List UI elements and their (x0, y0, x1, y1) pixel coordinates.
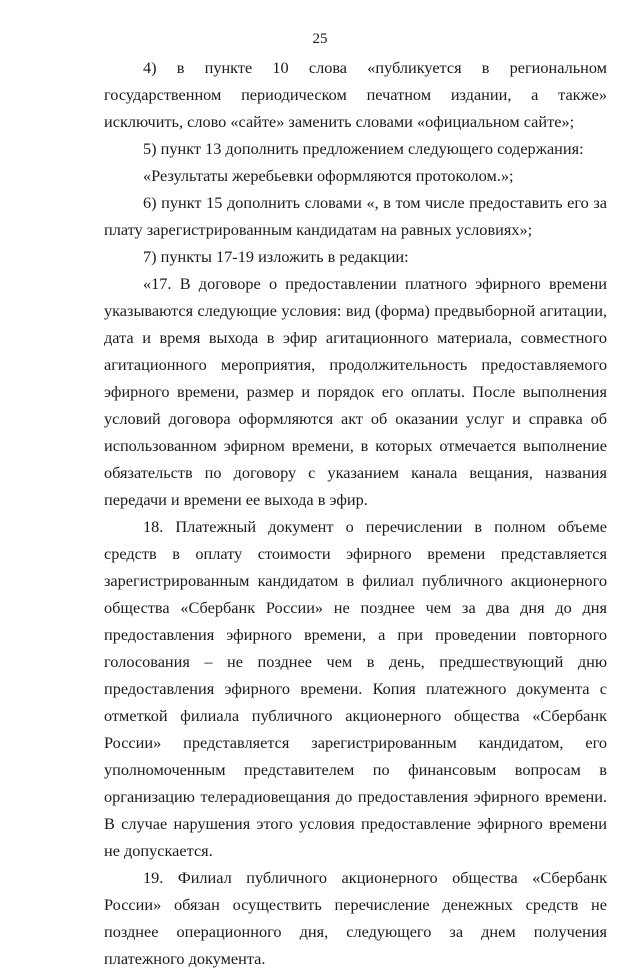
paragraph-item-7: 7) пункты 17-19 изложить в редакции: (143, 247, 409, 266)
paragraph-item-5: 5) пункт 13 дополнить предложением следующего содержания: (143, 139, 584, 158)
page-number: 25 (312, 31, 328, 47)
paragraph-quote-results: «Результаты жеребьевки оформляются протоколом.»; (143, 166, 514, 185)
paragraph-clause-19: 19. Филиал публичного акционерного общества «Сбербанк России» обязан осуществить перечисление денежных средств не позднее операционного дня, следующего за днем получения платежного документа. (104, 868, 607, 968)
paragraph-clause-18: 18. Платежный документ о перечислении в полном объеме средств в оплату стоимости эфирного времени представляется зарегистрированным кандидатом в филиал публичного акционерного общества «Сбербанк России» не позднее чем за два дня до дня предоставления эфирного времени, а при проведении повторного голосования – не позднее чем в день, предшествующий дню предоставления эфирного времени. Копия платежного документа с отметкой филиала публичного акционерного общества «Сбербанк России» представляется зарегистрированным кандидатом, его уполномоченным представителем по финансовым вопросам в организацию телерадиовещания до предоставления эфирного времени. В случае нарушения этого условия предоставление эфирного времени не допускается. (104, 517, 607, 860)
document-body (104, 54, 607, 972)
paragraph-item-4: 4) в пункте 10 слова «публикуется в региональном государственном периодическом печатном издании, а также» исключить, слово «сайте» заменить словами «официальном сайте»; (104, 58, 607, 131)
paragraph-clause-17: «17. В договоре о предоставлении платного эфирного времени указываются следующие условия: вид (форма) предвыборной агитации, дата и время выхода в эфир агитационного материала, совместного агитационного мероприятия, продолжительность предоставляемого эфирного времени, размер и порядок его оплаты. После выполнения условий договора оформляются акт об оказании услуг и справка об использованном эфирном времени, в которых отмечается выполнение обязательств по договору с указанием канала вещания, названия передачи и времени ее выхода в эфир. (104, 274, 607, 509)
paragraph-item-6: 6) пункт 15 дополнить словами «, в том числе предоставить его за плату зарегистрированным кандидатам на равных условиях»; (104, 193, 607, 239)
